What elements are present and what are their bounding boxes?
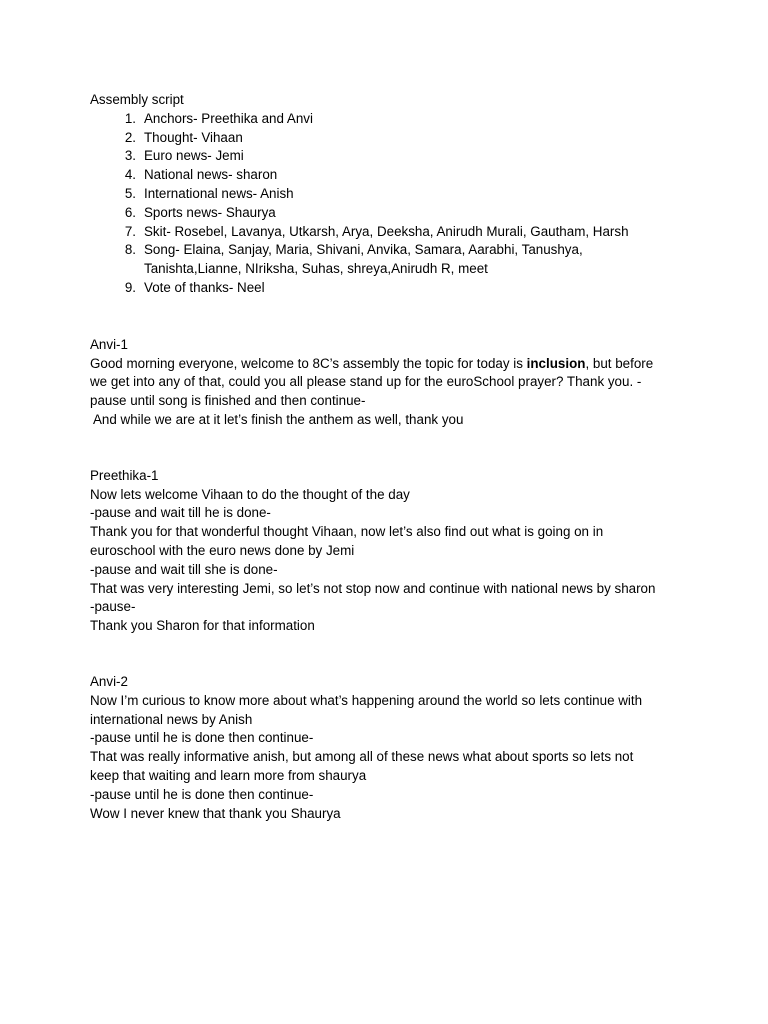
list-item-text xyxy=(136,241,690,279)
roster-list xyxy=(90,110,690,298)
list-item-text: Euro news- Jemi xyxy=(144,148,244,164)
list-item xyxy=(90,110,690,129)
paragraph-line: Now lets welcome Vihaan to do the thought of the day xyxy=(90,486,410,502)
list-item xyxy=(90,147,690,166)
paragraph-line: -pause until he is done then continue- xyxy=(90,786,314,802)
list-item-text: Sports news- Shaurya xyxy=(144,204,276,220)
list-item-number: 3. xyxy=(124,148,136,164)
section-anvi-1 xyxy=(90,336,690,430)
list-item-text-line: Song- Elaina, Sanjay, Maria, Shivani, Anvika, Samara, Aarabhi, Tanushya, xyxy=(144,242,583,258)
list-item-number: 8. xyxy=(124,242,136,258)
paragraph-line: euroschool with the euro news done by Jemi xyxy=(90,542,355,558)
list-item-text-line: Tanishta,Lianne, NIriksha, Suhas, shreya,Anirudh R, meet xyxy=(144,261,488,277)
list-item-text: Vote of thanks- Neel xyxy=(144,279,265,295)
paragraph-line: we get into any of that, could you all please stand up for the euroSchool prayer? Thank you. - xyxy=(90,374,642,390)
list-item xyxy=(90,204,690,223)
list-item xyxy=(90,223,690,242)
list-item-number: 4. xyxy=(124,167,136,183)
list-item xyxy=(90,129,690,148)
paragraph-line: -pause and wait till he is done- xyxy=(90,505,271,521)
list-item-number: 9. xyxy=(124,279,136,295)
paragraph-line: Thank you Sharon for that information xyxy=(90,618,315,634)
section-heading: Anvi-1 xyxy=(90,336,128,352)
list-item-text: Anchors- Preethika and Anvi xyxy=(144,110,313,126)
paragraph-line: Thank you for that wonderful thought Vihaan, now let’s also find out what is going on in xyxy=(90,524,604,540)
paragraph-line: Now I’m curious to know more about what’s happening around the world so lets continue with xyxy=(90,692,643,708)
paragraph-line: That was very interesting Jemi, so let’s not stop now and continue with national news by sharon xyxy=(90,580,656,596)
list-item-number: 5. xyxy=(124,185,136,201)
paragraph-line: And while we are at it let’s finish the anthem as well, thank you xyxy=(90,411,464,427)
paragraph-line: international news by Anish xyxy=(90,711,253,727)
bold-topic: inclusion xyxy=(526,355,586,371)
section-heading: Anvi-2 xyxy=(90,673,128,689)
paragraph-line: Wow I never knew that thank you Shaurya xyxy=(90,805,341,821)
section-anvi-2 xyxy=(90,673,690,823)
list-item-text: Skit- Rosebel, Lavanya, Utkarsh, Arya, Deeksha, Anirudh Murali, Gautham, Harsh xyxy=(144,223,629,239)
paragraph-line: -pause and wait till she is done- xyxy=(90,561,278,577)
paragraph-line xyxy=(90,355,690,374)
text-span: Good morning everyone, welcome to 8C’s assembly the topic for today is xyxy=(90,355,527,371)
list-item-number: 2. xyxy=(124,129,136,145)
document-page xyxy=(90,91,690,823)
paragraph-line: -pause- xyxy=(90,599,136,615)
paragraph-line: pause until song is finished and then continue- xyxy=(90,393,366,409)
list-item-text: International news- Anish xyxy=(144,185,294,201)
list-item xyxy=(90,166,690,185)
list-item xyxy=(90,241,690,279)
paragraph-line: keep that waiting and learn more from shaurya xyxy=(90,767,367,783)
paragraph-line: -pause until he is done then continue- xyxy=(90,730,314,746)
text-span: , but before xyxy=(585,355,654,371)
list-item xyxy=(90,279,690,298)
list-item-number: 1. xyxy=(124,110,136,126)
list-item-number: 7. xyxy=(124,223,136,239)
section-preethika-1 xyxy=(90,467,690,636)
list-item-text: Thought- Vihaan xyxy=(144,129,243,145)
document-title: Assembly script xyxy=(90,92,184,107)
list-item-text: National news- sharon xyxy=(144,167,278,183)
list-item xyxy=(90,185,690,204)
list-item-number: 6. xyxy=(124,204,136,220)
paragraph-line: That was really informative anish, but among all of these news what about sports so lets not xyxy=(90,749,634,765)
section-heading: Preethika-1 xyxy=(90,467,159,483)
